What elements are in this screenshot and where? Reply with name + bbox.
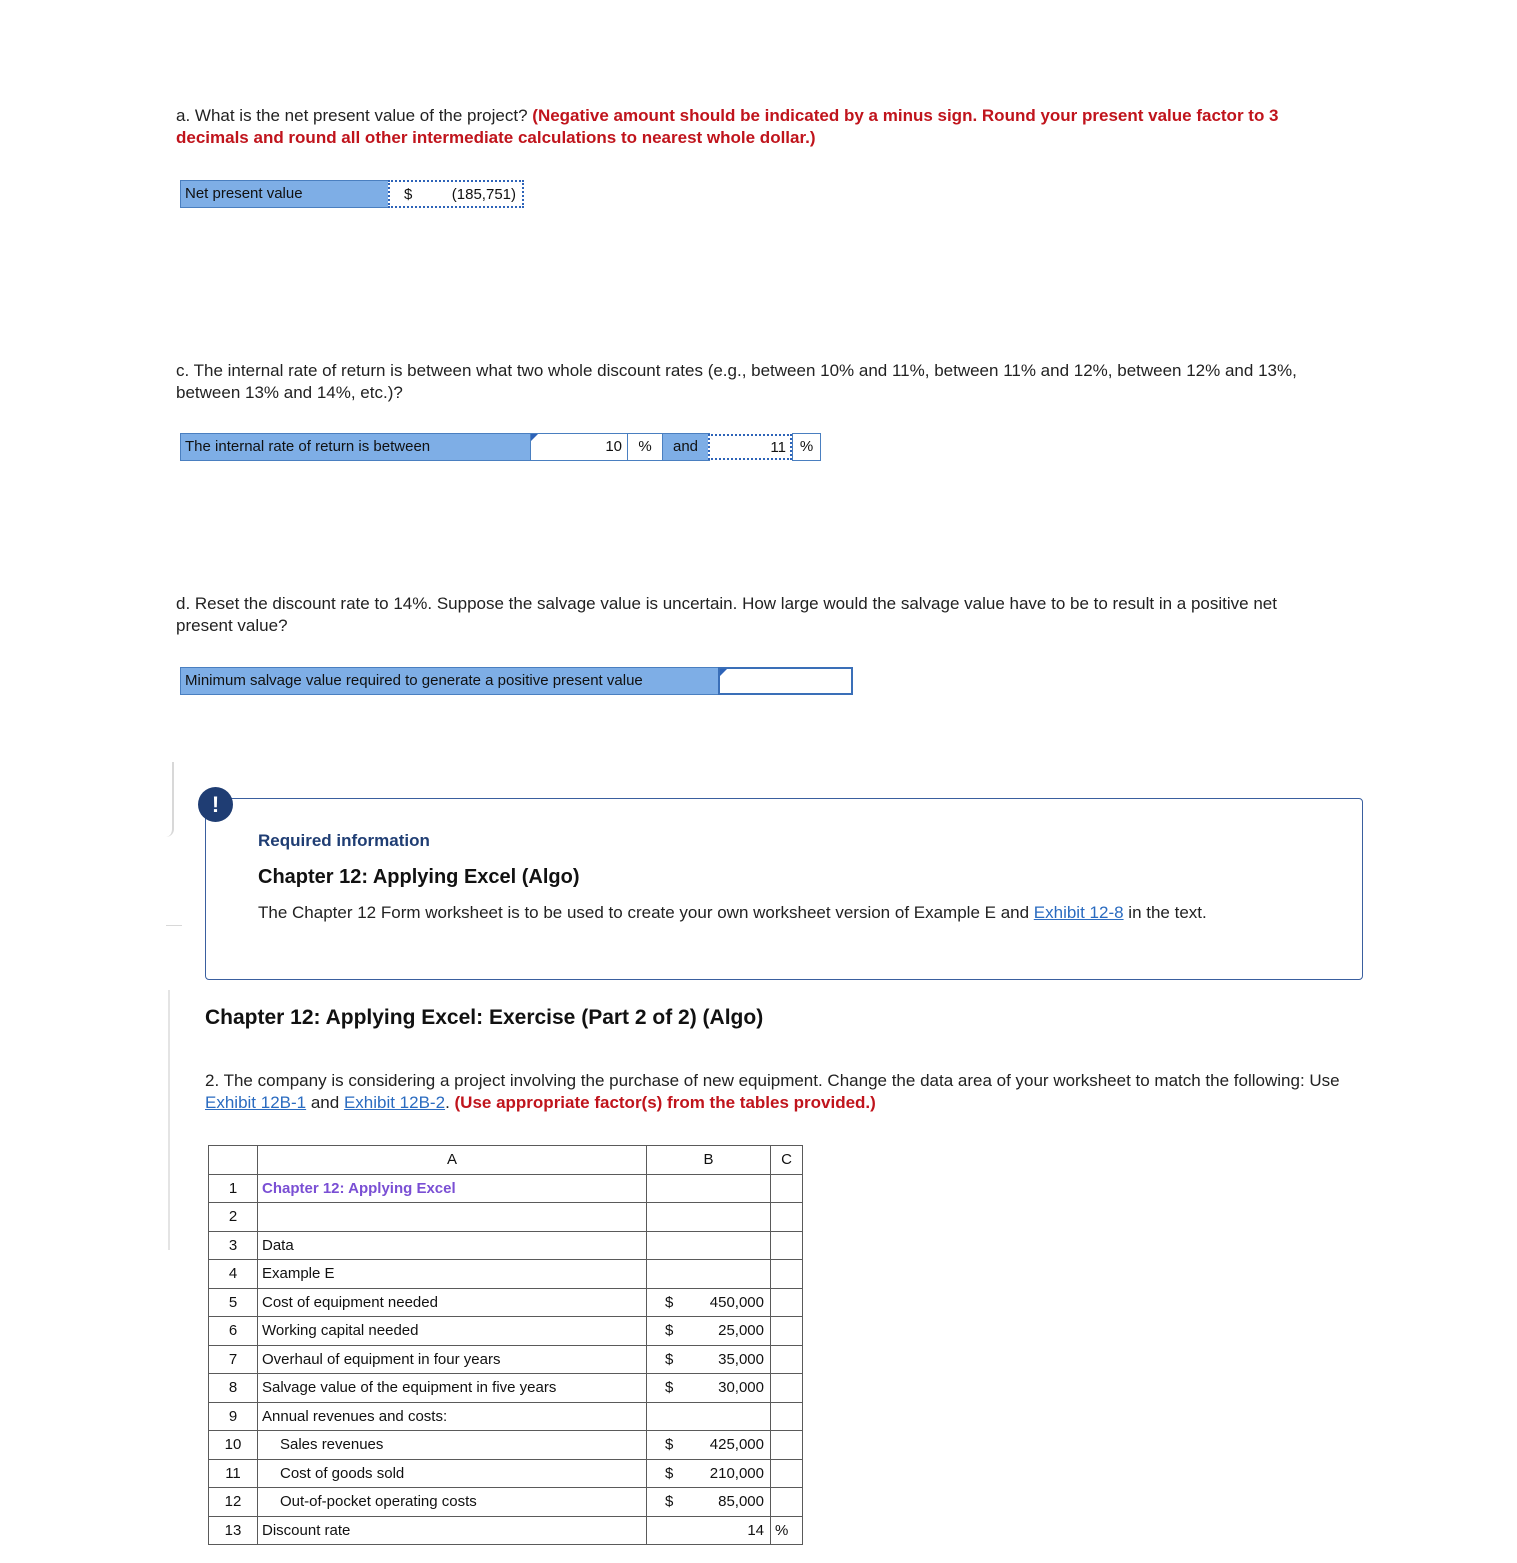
row-number: 12 — [209, 1488, 258, 1517]
row-number: 3 — [209, 1231, 258, 1260]
npv-currency: $ — [404, 186, 413, 203]
corner-cell — [209, 1146, 258, 1175]
question-d-text: d. Reset the discount rate to 14%. Suppose the salvage value is uncertain. How large would the salvage value have to be to result in a positive net present value? — [176, 594, 1277, 635]
cell-b-value: 30,000 — [718, 1379, 764, 1397]
cell-a — [258, 1288, 647, 1317]
row-number: 8 — [209, 1374, 258, 1403]
question-a — [176, 105, 1326, 149]
cell-a-label: Cost of equipment needed — [262, 1293, 438, 1311]
exercise-instruction: (Use appropriate factor(s) from the tables provided.) — [454, 1093, 876, 1112]
row-number: 10 — [209, 1431, 258, 1460]
row-number: 13 — [209, 1516, 258, 1545]
table-row — [209, 1231, 803, 1260]
exercise-text — [205, 1070, 1365, 1114]
cell-b-value: 85,000 — [718, 1493, 764, 1511]
table-row — [209, 1459, 803, 1488]
table-row — [209, 1516, 803, 1545]
cell-b-value: 25,000 — [718, 1322, 764, 1340]
row-number: 9 — [209, 1402, 258, 1431]
cell-b — [647, 1288, 771, 1317]
cell-b-value: 35,000 — [718, 1350, 764, 1368]
table-row — [209, 1374, 803, 1403]
question-c — [176, 360, 1326, 404]
table-row — [209, 1488, 803, 1517]
cell-c — [771, 1431, 803, 1460]
cell-a — [258, 1488, 647, 1517]
cell-a — [258, 1516, 647, 1545]
irr-high-value: 11 — [770, 439, 786, 456]
cell-a-label: Example E — [262, 1265, 335, 1283]
question-a-instruction: (Negative amount should be indicated by a minus sign. Round your present value factor to 3 decimals and round all other intermediate calculations to nearest whole dollar.) — [176, 106, 1279, 147]
cell-b-currency: $ — [665, 1350, 674, 1368]
cell-c — [771, 1203, 803, 1232]
cell-b-currency: $ — [665, 1436, 674, 1454]
cell-a — [258, 1203, 647, 1232]
irr-low-input[interactable] — [530, 433, 628, 461]
exhibit-12b-1-link[interactable]: Exhibit 12B-1 — [205, 1093, 307, 1112]
cell-a-label: Salvage value of the equipment in five years — [262, 1379, 557, 1397]
irr-high-percent: % — [792, 433, 821, 461]
exercise-text-start: 2. The company is considering a project involving the purchase of new equipment. Change the data area of your worksheet to match the following: Use — [205, 1071, 1340, 1090]
cell-a — [258, 1174, 647, 1203]
irr-and-label: and — [662, 433, 710, 461]
cell-a — [258, 1317, 647, 1346]
cell-b — [647, 1459, 771, 1488]
cell-a — [258, 1260, 647, 1289]
cell-a — [258, 1431, 647, 1460]
exercise-text-after: . — [445, 1093, 455, 1112]
irr-high-input[interactable] — [708, 434, 792, 460]
cell-c — [771, 1231, 803, 1260]
row-number: 1 — [209, 1174, 258, 1203]
cell-b — [647, 1231, 771, 1260]
salvage-input[interactable] — [718, 667, 853, 695]
cell-b — [647, 1317, 771, 1346]
table-row — [209, 1317, 803, 1346]
column-header-b: B — [647, 1146, 771, 1175]
row-number: 2 — [209, 1203, 258, 1232]
cell-a-label: Out-of-pocket operating costs — [280, 1493, 477, 1511]
cell-c — [771, 1174, 803, 1203]
cell-b-value: 14 — [747, 1521, 764, 1539]
table-row — [209, 1345, 803, 1374]
cell-b — [647, 1431, 771, 1460]
cell-b — [647, 1402, 771, 1431]
cell-a — [258, 1345, 647, 1374]
cell-b — [647, 1345, 771, 1374]
cell-a-label: Cost of goods sold — [280, 1464, 405, 1482]
alert-icon: ! — [198, 787, 233, 822]
cell-c — [771, 1288, 803, 1317]
required-info-box — [205, 798, 1363, 980]
cell-a — [258, 1231, 647, 1260]
cell-b — [647, 1374, 771, 1403]
exhibit-12-8-link[interactable]: Exhibit 12-8 — [1033, 903, 1124, 922]
cell-c — [771, 1260, 803, 1289]
exercise-heading: Chapter 12: Applying Excel: Exercise (Part 2 of 2) (Algo) — [205, 1006, 764, 1029]
table-row — [209, 1431, 803, 1460]
table-row — [209, 1288, 803, 1317]
cell-a-label: Data — [262, 1236, 294, 1254]
irr-low-value: 10 — [605, 438, 622, 455]
cell-b-value: 210,000 — [709, 1464, 764, 1482]
cell-c — [771, 1402, 803, 1431]
row-number: 4 — [209, 1260, 258, 1289]
row-number: 5 — [209, 1288, 258, 1317]
cell-a-label: Annual revenues and costs: — [262, 1407, 448, 1425]
cell-c — [771, 1317, 803, 1346]
table-row — [209, 1402, 803, 1431]
table-row — [209, 1174, 803, 1203]
cell-b — [647, 1174, 771, 1203]
cell-b-currency: $ — [665, 1493, 674, 1511]
cell-b-currency: $ — [665, 1293, 674, 1311]
column-header-c: C — [771, 1146, 803, 1175]
exercise-text-mid: and — [306, 1093, 344, 1112]
cell-b-value: 450,000 — [709, 1293, 764, 1311]
cell-b — [647, 1260, 771, 1289]
cell-b-value: 425,000 — [709, 1436, 764, 1454]
npv-value: (185,751) — [451, 186, 516, 203]
cell-a — [258, 1374, 647, 1403]
exhibit-12b-2-link[interactable]: Exhibit 12B-2 — [343, 1093, 446, 1112]
cell-b — [647, 1203, 771, 1232]
row-number: 11 — [209, 1459, 258, 1488]
table-row — [209, 1260, 803, 1289]
cell-a-label: Working capital needed — [262, 1322, 419, 1340]
cell-b — [647, 1516, 771, 1545]
cell-a — [258, 1402, 647, 1431]
row-number: 7 — [209, 1345, 258, 1374]
required-info-subtitle: Chapter 12: Applying Excel (Algo) — [258, 866, 580, 888]
required-info-body-end: in the text. — [1123, 903, 1207, 922]
salvage-label: Minimum salvage value required to generate a positive present value — [180, 667, 720, 695]
required-info-body-text: The Chapter 12 Form worksheet is to be used to create your own worksheet version of Example E and — [258, 903, 1034, 922]
question-c-text: c. The internal rate of return is between what two whole discount rates (e.g., between 10% and 11%, between 11% and 12%, between 12% and 13%, between 13% and 14%, etc.)? — [176, 361, 1297, 402]
required-info-title: Required information — [258, 831, 430, 850]
left-rail-top — [166, 762, 174, 837]
cell-b-currency: $ — [665, 1379, 674, 1397]
cell-a-label: Sales revenues — [280, 1436, 384, 1454]
irr-label: The internal rate of return is between — [180, 433, 532, 461]
question-a-text: a. What is the net present value of the project? — [176, 106, 528, 125]
irr-low-percent: % — [627, 433, 663, 461]
table-row — [209, 1203, 803, 1232]
row-number: 6 — [209, 1317, 258, 1346]
cell-a-label: Overhaul of equipment in four years — [262, 1350, 501, 1368]
cell-b-currency: $ — [665, 1322, 674, 1340]
cell-a-label: Chapter 12: Applying Excel — [262, 1179, 456, 1197]
column-header-row — [209, 1146, 803, 1175]
cell-c — [771, 1345, 803, 1374]
cell-c — [771, 1459, 803, 1488]
npv-label: Net present value — [180, 180, 390, 208]
question-d — [176, 593, 1326, 637]
worksheet-table — [208, 1145, 803, 1545]
required-info-body — [258, 902, 1338, 924]
cell-b-currency: $ — [665, 1464, 674, 1482]
left-rail-bottom — [168, 990, 170, 1250]
cell-b — [647, 1488, 771, 1517]
column-header-a: A — [258, 1146, 647, 1175]
cell-a — [258, 1459, 647, 1488]
cell-c — [771, 1488, 803, 1517]
npv-input[interactable] — [388, 180, 524, 208]
cell-c: % — [771, 1516, 803, 1545]
cell-a-label: Discount rate — [262, 1521, 351, 1539]
cell-c — [771, 1374, 803, 1403]
left-rail-divider — [166, 925, 182, 926]
